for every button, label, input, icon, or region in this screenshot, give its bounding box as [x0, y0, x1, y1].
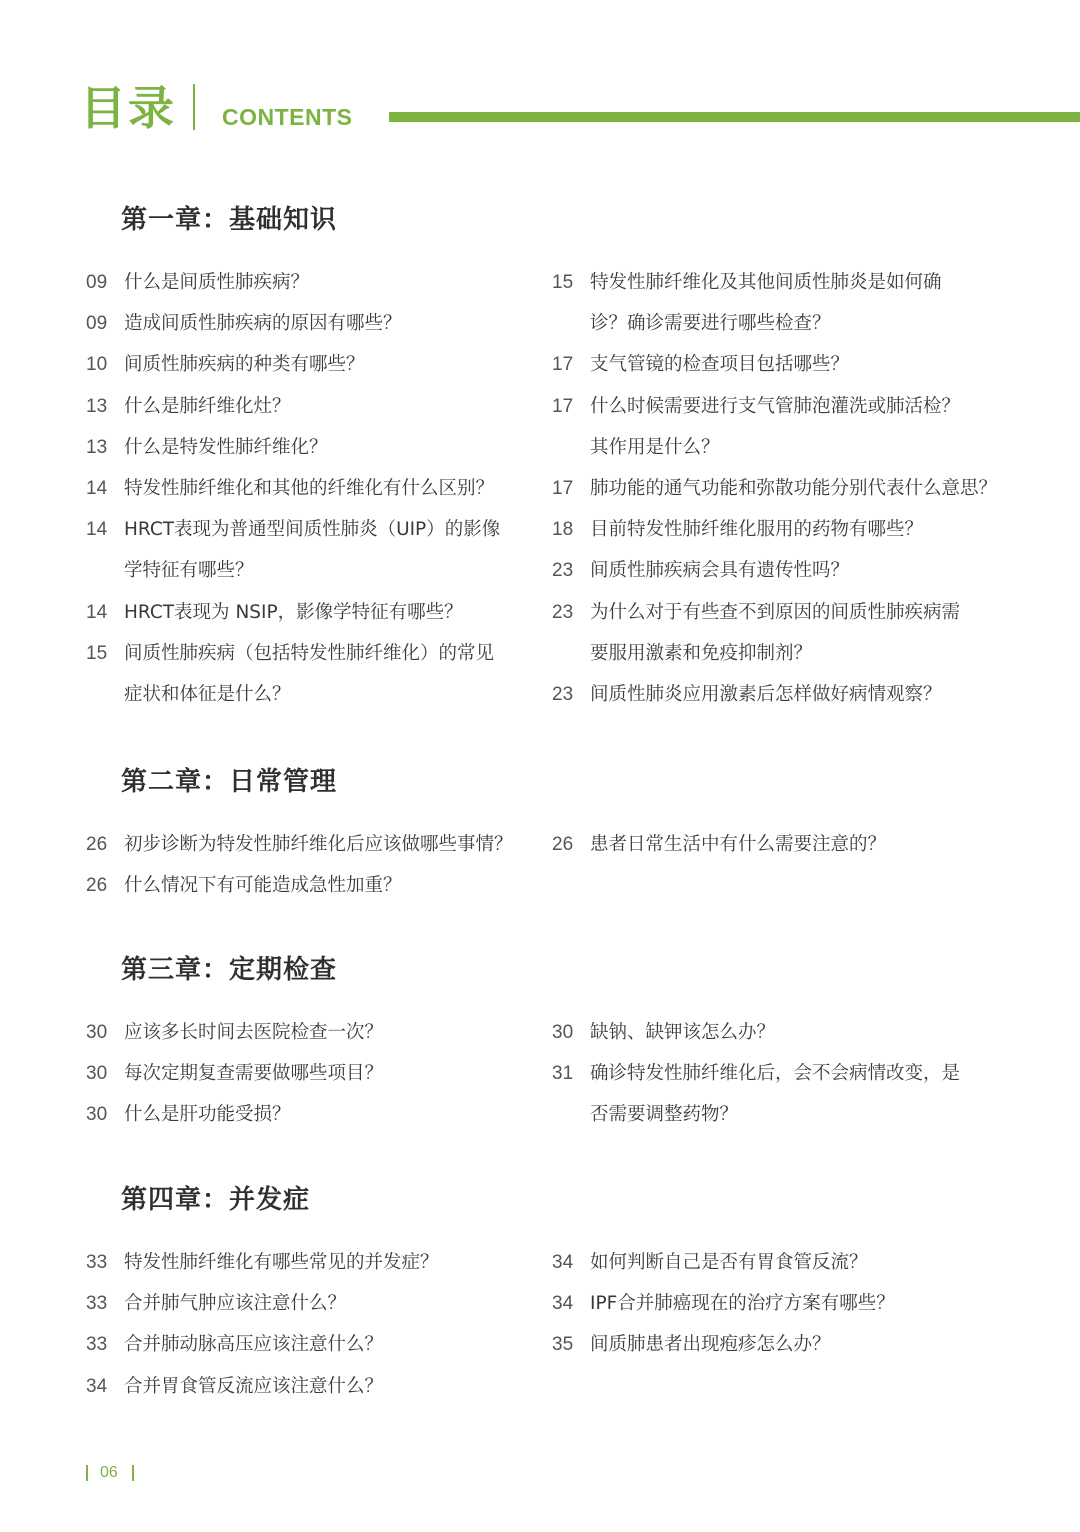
toc-entry-line: 合并肺动脉高压应该注意什么？	[124, 1334, 384, 1356]
toc-column-left	[86, 262, 506, 715]
page-subtitle: CONTENTS	[222, 104, 353, 130]
toc-entry-line: 否需要调整药物？	[590, 1104, 739, 1126]
toc-entry-text	[124, 824, 513, 865]
toc-entry-line: 患者日常生活中有什么需要注意的？	[590, 834, 887, 855]
toc-entry-text	[590, 386, 960, 468]
toc-entry-line: 如何判断自己是否有胃食管反流？	[590, 1252, 868, 1273]
toc-page-number: 14	[86, 478, 108, 500]
toc-page-number: 15	[86, 642, 108, 664]
toc-entry[interactable]	[552, 1053, 972, 1135]
toc-entry-text	[590, 1283, 895, 1324]
toc-entry-line: 什么情况下有可能造成急性加重？	[124, 875, 402, 897]
toc-entry[interactable]	[86, 633, 506, 715]
toc-entry-line: HRCT表现为 NSIP，影像学特征有哪些？	[124, 601, 463, 623]
toc-page-number: 30	[86, 1022, 108, 1043]
title-rule	[389, 112, 1080, 122]
toc-entry-text	[590, 509, 923, 550]
toc-entry-line: 诊？确诊需要进行哪些检查？	[590, 313, 831, 335]
title-divider	[193, 84, 195, 130]
toc-entry[interactable]	[552, 509, 972, 550]
toc-column-right	[552, 1012, 972, 1136]
toc-entry[interactable]	[552, 1324, 972, 1365]
toc-entry-text	[590, 592, 960, 674]
toc-entry-line: 要服用激素和免疫抑制剂？	[590, 642, 813, 664]
toc-entry-text	[124, 1053, 383, 1094]
toc-entry-line: 间质肺患者出现疱疹怎么办？	[590, 1334, 831, 1356]
footer-bar-right	[132, 1465, 134, 1481]
toc-page-number: 14	[86, 519, 108, 541]
toc-entry[interactable]	[552, 1242, 972, 1283]
toc-page-number: 30	[86, 1063, 108, 1085]
toc-entry-line: 什么时候需要进行支气管肺泡灌洗或肺活检？	[590, 395, 961, 417]
toc-entry-text	[590, 824, 886, 865]
toc-entry[interactable]	[86, 1324, 506, 1365]
toc-column-right	[552, 824, 972, 865]
chapter-title: 第四章：并发症	[121, 1185, 311, 1215]
toc-entry[interactable]	[86, 1094, 506, 1135]
toc-entry-line: 什么是肺纤维化灶？	[124, 395, 291, 417]
toc-page-number: 23	[552, 684, 574, 706]
toc-entry-text	[124, 468, 494, 509]
toc-entry-text	[124, 303, 402, 344]
toc-entry[interactable]	[552, 1283, 972, 1324]
toc-column-left	[86, 824, 513, 906]
toc-page-number: 26	[552, 834, 574, 855]
toc-entry-line: 间质性肺疾病的种类有哪些？	[124, 354, 365, 376]
toc-page-number: 35	[552, 1334, 574, 1356]
toc-entry-line: 肺功能的通气功能和弥散功能分别代表什么意思？	[590, 478, 998, 500]
chapter-title: 第二章：日常管理	[121, 767, 338, 797]
toc-entry-line: 特发性肺纤维化及其他间质性肺炎是如何确	[590, 272, 942, 293]
toc-entry[interactable]	[86, 427, 506, 468]
toc-entry-text	[124, 1094, 291, 1135]
toc-entry-line: 初步诊断为特发性肺纤维化后应该做哪些事情？	[124, 834, 513, 855]
toc-entry-line: 目前特发性肺纤维化服用的药物有哪些？	[590, 519, 924, 541]
toc-page-number: 14	[86, 601, 108, 623]
toc-entry-line: 间质性肺疾病（包括特发性肺纤维化）的常见	[124, 642, 495, 664]
toc-entry-text	[124, 386, 291, 427]
toc-entry-text	[590, 262, 942, 344]
toc-entry-text	[124, 865, 402, 906]
toc-page-number: 09	[86, 272, 108, 293]
toc-page-number: 34	[552, 1293, 574, 1315]
toc-entry-line: 确诊特发性肺纤维化后，会不会病情改变，是	[590, 1063, 961, 1085]
toc-entry-line: 为什么对于有些查不到原因的间质性肺疾病需	[590, 601, 961, 623]
toc-entry-line: 什么是肝功能受损？	[124, 1104, 291, 1126]
toc-entry-line: 合并胃食管反流应该注意什么？	[124, 1375, 384, 1397]
toc-entry[interactable]	[552, 386, 972, 468]
page-title: 目录	[80, 81, 176, 135]
toc-entry[interactable]	[552, 344, 972, 385]
toc-entry[interactable]	[86, 824, 513, 865]
toc-page-number: 26	[86, 875, 108, 897]
toc-entry[interactable]	[86, 865, 506, 906]
toc-entry[interactable]	[86, 1283, 506, 1324]
toc-page-number: 34	[86, 1375, 108, 1397]
toc-page-number: 10	[86, 354, 108, 376]
toc-entry-line: 特发性肺纤维化和其他的纤维化有什么区别？	[124, 478, 495, 500]
toc-entry-text	[124, 1366, 383, 1407]
toc-entry[interactable]	[552, 674, 972, 715]
toc-entry-line: 每次定期复查需要做哪些项目？	[124, 1063, 384, 1085]
chapter-title: 第三章：定期检查	[121, 955, 338, 985]
toc-entry-text	[124, 633, 494, 715]
toc-column-left	[86, 1012, 506, 1136]
toc-page-number: 33	[86, 1293, 108, 1315]
toc-entry-line: 合并肺气肿应该注意什么？	[124, 1293, 347, 1315]
toc-entry-text	[124, 1012, 383, 1053]
toc-page-number: 15	[552, 272, 574, 293]
toc-column-right	[552, 1242, 972, 1366]
toc-page-number: 33	[86, 1334, 108, 1356]
toc-entry-line: 什么是特发性肺纤维化？	[124, 436, 328, 458]
toc-entry[interactable]	[86, 344, 506, 385]
toc-entry-text	[590, 550, 849, 591]
toc-entry-text	[590, 674, 942, 715]
toc-entry[interactable]	[86, 386, 506, 427]
toc-entry-line: 应该多长时间去医院检查一次？	[124, 1022, 384, 1043]
chapter-title: 第一章：基础知识	[121, 205, 338, 235]
toc-entry-line: 造成间质性肺疾病的原因有哪些？	[124, 313, 402, 335]
toc-column-right	[552, 262, 998, 715]
toc-entry-text	[124, 592, 463, 633]
toc-entry-line: 间质性肺疾病会具有遗传性吗？	[590, 560, 850, 582]
toc-entry-line: 症状和体征是什么？	[124, 684, 291, 706]
toc-page-number: 31	[552, 1063, 574, 1085]
toc-page-number: 30	[552, 1022, 574, 1043]
toc-page-number: 34	[552, 1252, 574, 1273]
toc-entry[interactable]	[86, 303, 506, 344]
toc-page-number: 23	[552, 560, 574, 582]
toc-page-number: 23	[552, 601, 574, 623]
toc-entry-text	[590, 1242, 868, 1283]
toc-entry-line: HRCT表现为普通型间质性肺炎（UIP）的影像	[124, 519, 501, 541]
toc-entry[interactable]	[86, 1012, 506, 1053]
toc-entry-text	[124, 1324, 383, 1365]
toc-entry[interactable]	[86, 1242, 506, 1283]
toc-entry-text	[124, 262, 309, 303]
page-number: 06	[100, 1464, 118, 1481]
toc-entry[interactable]	[86, 509, 506, 591]
toc-page-number: 30	[86, 1104, 108, 1126]
toc-entry-text	[124, 1283, 346, 1324]
toc-entry-line: 缺钠、缺钾该怎么办？	[590, 1022, 776, 1043]
toc-entry-text	[124, 509, 500, 591]
toc-entry-text	[124, 427, 328, 468]
toc-entry-text	[590, 344, 849, 385]
toc-page-number: 17	[552, 395, 574, 417]
toc-page-number: 17	[552, 478, 574, 500]
footer-bar-left	[86, 1465, 88, 1481]
toc-entry[interactable]	[552, 824, 972, 865]
toc-page-number: 09	[86, 313, 108, 335]
toc-entry-text	[590, 1053, 960, 1135]
toc-entry-text	[590, 468, 997, 509]
toc-entry-text	[124, 344, 365, 385]
toc-entry[interactable]	[552, 262, 972, 344]
toc-page-number: 33	[86, 1252, 108, 1273]
toc-header	[0, 0, 1080, 160]
toc-entry-line: 特发性肺纤维化有哪些常见的并发症？	[124, 1252, 439, 1273]
toc-column-left	[86, 1242, 506, 1407]
toc-entry[interactable]	[86, 592, 506, 633]
toc-entry[interactable]	[86, 1366, 506, 1407]
toc-entry[interactable]	[552, 468, 998, 509]
toc-page-number: 26	[86, 834, 108, 855]
toc-entry-text	[590, 1012, 775, 1053]
toc-entry-line: 支气管镜的检查项目包括哪些？	[590, 354, 850, 376]
toc-entry-line: 学特征有哪些？	[124, 560, 254, 582]
toc-page-number: 13	[86, 436, 108, 458]
toc-page-number: 17	[552, 354, 574, 376]
toc-entry[interactable]	[552, 1012, 972, 1053]
toc-entry-line: IPF合并肺癌现在的治疗方案有哪些？	[590, 1293, 895, 1315]
toc-entry[interactable]	[86, 468, 506, 509]
toc-entry[interactable]	[552, 592, 972, 674]
toc-entry-line: 什么是间质性肺疾病？	[124, 272, 310, 293]
toc-entry-text	[124, 1242, 439, 1283]
toc-entry-line: 间质性肺炎应用激素后怎样做好病情观察？	[590, 684, 942, 706]
toc-page-number: 13	[86, 395, 108, 417]
toc-entry-line: 其作用是什么？	[590, 436, 720, 458]
toc-entry[interactable]	[552, 550, 972, 591]
toc-entry-text	[590, 1324, 831, 1365]
toc-entry[interactable]	[86, 262, 506, 303]
toc-entry[interactable]	[86, 1053, 506, 1094]
toc-page-number: 18	[552, 519, 574, 541]
